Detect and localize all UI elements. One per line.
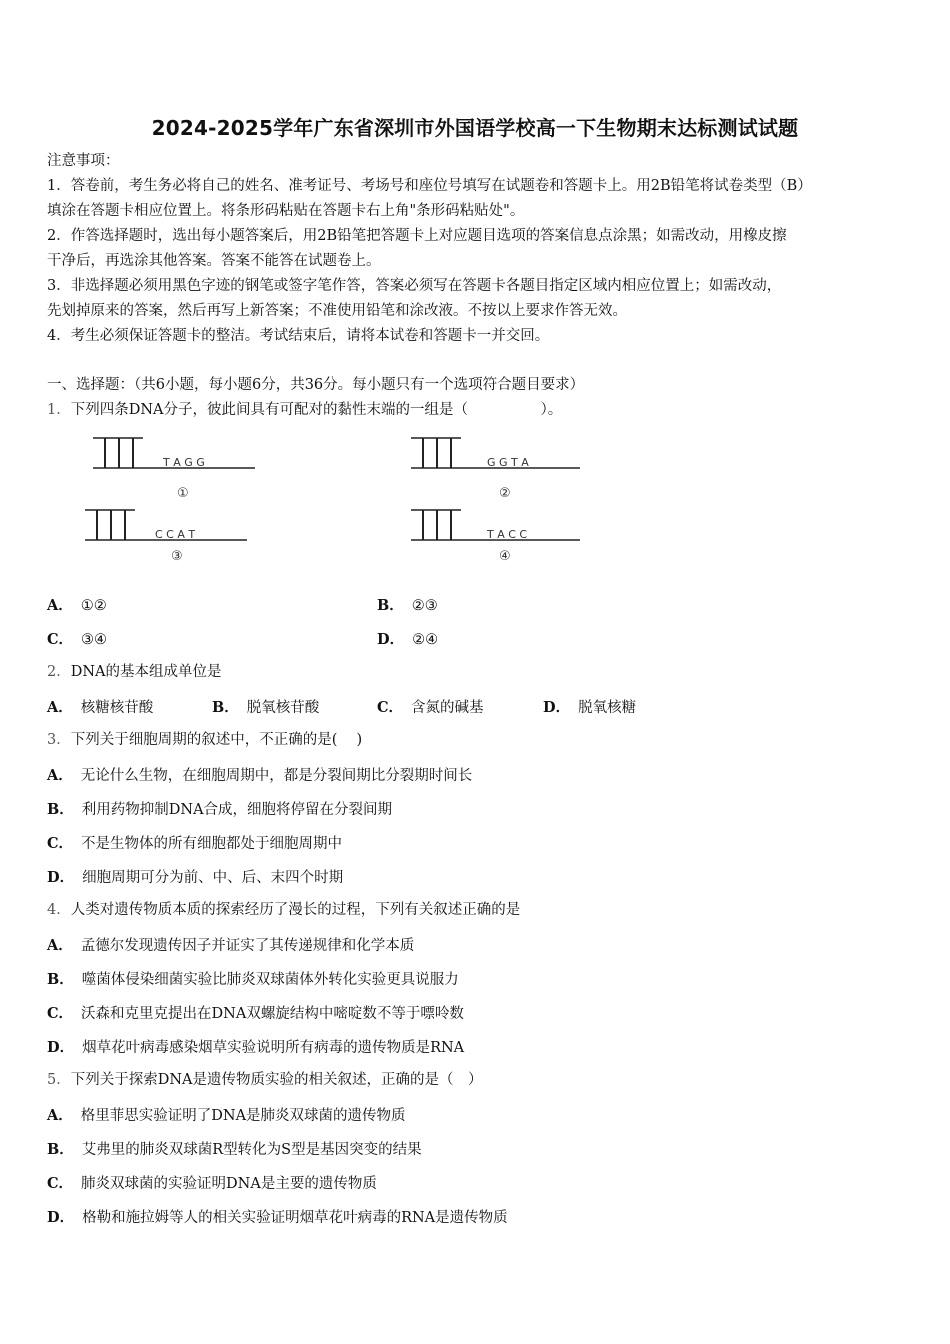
option-b[interactable]: B． 艾弗里的肺炎双球菌R型转化为S型是基因突变的结果 (47, 1141, 422, 1158)
section-heading: 一、选择题：（共6小题，每小题6分，共36分。每小题只有一个选项符合题目要求） (47, 377, 585, 393)
question-text: 下列四条DNA分子，彼此间具有可配对的黏性末端的一组是（ ）。 (70, 402, 563, 418)
option-b[interactable]: B． 噬菌体侵染细菌实验比肺炎双球菌体外转化实验更具说服力 (47, 971, 459, 988)
notice-line: 填涂在答题卡相应位置上。将条形码粘贴在答题卡右上角"条形码粘贴处"。 (47, 203, 525, 219)
notice-heading: 注意事项： (47, 153, 120, 169)
option-c[interactable]: C． 沃森和克里克提出在DNA双螺旋结构中嘧啶数不等于嘌呤数 (47, 1005, 464, 1022)
option-d[interactable]: D． 格勒和施拉姆等人的相关实验证明烟草花叶病毒的RNA是遗传物质 (47, 1209, 508, 1226)
dna-strand-3 (85, 510, 247, 564)
notice-line: 3．非选择题必须用黑色字迹的钢笔或签字笔作答，答案必须写在答题卡各题目指定区域内相应位置上；如需改动， (47, 278, 782, 294)
option-d[interactable]: D． 烟草花叶病毒感染烟草实验说明所有病毒的遗传物质是RNA (47, 1039, 465, 1056)
option-d[interactable]: D． 细胞周期可分为前、中、后、末四个时期 (47, 869, 344, 886)
notice-line: 先划掉原来的答案，然后再写上新答案；不准使用铅笔和涂改液。不按以上要求作答无效。 (47, 303, 627, 319)
strand-label: ① (177, 486, 189, 501)
notice-line: 干净后，再选涂其他答案。答案不能答在试题卷上。 (47, 253, 381, 269)
question-2-stem: 2．DNA的基本组成单位是 (47, 664, 222, 680)
dna-sticky-ends-figure (75, 428, 590, 570)
notice-line: 2．作答选择题时，选出每小题答案后，用2B铅笔把答题卡上对应题目选项的答案信息点涂黑；如需改动，用橡皮擦 (47, 228, 787, 244)
question-number: 1． (47, 402, 71, 418)
option-b[interactable]: B． ②③ (377, 597, 438, 614)
option-c[interactable]: C． 不是生物体的所有细胞都处于细胞周期中 (47, 835, 343, 852)
option-c[interactable]: C． 肺炎双球菌的实验证明DNA是主要的遗传物质 (47, 1175, 377, 1192)
option-a[interactable]: A． 无论什么生物，在细胞周期中，都是分裂间期比分裂期时间长 (47, 767, 473, 784)
option-a[interactable]: A． 孟德尔发现遗传因子并证实了其传递规律和化学本质 (47, 937, 415, 954)
strand-bases: C C A T (155, 528, 196, 541)
strand-label: ④ (499, 549, 511, 564)
option-a[interactable]: A． ①② (47, 597, 107, 614)
strand-bases: T A C C (487, 528, 528, 541)
option-a[interactable]: A． 格里菲思实验证明了DNA是肺炎双球菌的遗传物质 (47, 1107, 406, 1124)
strand-bases: G G T A (487, 456, 529, 469)
option-b[interactable]: B． 利用药物抑制DNA合成，细胞将停留在分裂间期 (47, 801, 393, 818)
option-d[interactable]: D． 脱氧核糖 (543, 699, 637, 716)
dna-strand-4 (411, 510, 580, 564)
question-5-stem: 5．下列关于探索DNA是遗传物质实验的相关叙述，正确的是（ ） (47, 1072, 483, 1088)
option-a[interactable]: A． 核糖核苷酸 (47, 699, 154, 716)
strand-bases: T A G G (163, 456, 205, 469)
question-3-stem: 3．下列关于细胞周期的叙述中，不正确的是( ) (47, 732, 363, 748)
page-title: 2024-2025学年广东省深圳市外国语学校高一下生物期末达标测试试题 (151, 116, 799, 140)
option-c[interactable]: C． ③④ (47, 631, 108, 648)
dna-strand-1 (93, 438, 255, 501)
option-b[interactable]: B． 脱氧核苷酸 (212, 699, 320, 716)
strand-label: ② (499, 486, 511, 501)
notice-line: 4．考生必须保证答题卡的整洁。考试结束后，请将本试卷和答题卡一并交回。 (47, 328, 550, 344)
question-1-stem (47, 400, 562, 420)
option-c[interactable]: C． 含氮的碱基 (377, 699, 484, 716)
strand-label: ③ (171, 549, 183, 564)
dna-strand-2 (411, 438, 580, 501)
notice-line: 1．答卷前，考生务必将自己的姓名、准考证号、考场号和座位号填写在试题卷和答题卡上。用2B铅笔将试卷类型（B） (47, 178, 812, 194)
question-4-stem: 4．人类对遗传物质本质的探索经历了漫长的过程，下列有关叙述正确的是 (47, 902, 521, 918)
option-d[interactable]: D． ②④ (377, 631, 439, 648)
